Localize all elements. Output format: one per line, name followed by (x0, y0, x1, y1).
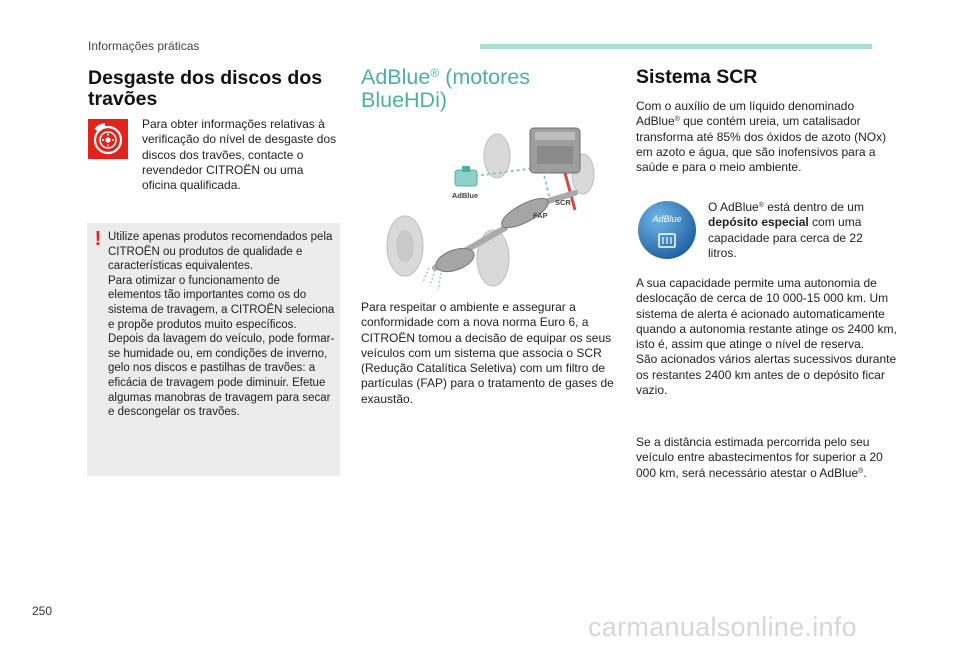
registered-mark: ® (430, 66, 440, 80)
adblue-title-main: AdBlue (361, 65, 431, 89)
diagram-label-adblue: AdBlue (451, 191, 479, 200)
warning-text (108, 230, 336, 420)
brake-disc-icon (88, 119, 128, 159)
warning-paragraph: Depois da lavagem do veículo, pode formar-se humidade ou, em condições de inverno, gelo nos discos e pastilhas de travões: a eficácia de travagem pode diminuir. Efetue algumas manobras de travagem para secar e descongelar os travões. (108, 333, 335, 419)
diagram-label-scr: SCR (555, 198, 571, 207)
header-accent-bar (480, 44, 872, 49)
adblue-title-rest: (motores BlueHDi) (361, 65, 530, 112)
page-number: 250 (32, 604, 53, 618)
adblue-description: Para respeitar o ambiente e assegurar a conformidade com a nova norma Euro 6, a CITROËN tomou a decisão de equipar os seus veículos com um sistema que associa o SCR (Redução Catalítica Seletiva) com um filtro de partículas (FAP) para o tratamento de gases de exaustão. (361, 300, 614, 406)
scr-intro-text: Com o auxílio de um líquido denominado AdBlue® que contém ureia, um catalisador transforma até 85% dos óxidos de azoto (NOx) em azoto e água, que são inofensivos para a saúde e para o meio ambiente. (636, 99, 887, 175)
autonomy-paragraph: A sua capacidade permite uma autonomia de deslocação de cerca de 10 000-15 000 km. Um sistema de alerta é acionado automaticamente quando a autonomia restante atinge os 2400 km, isto é, assim que atinge o nível de reserva. (636, 276, 897, 352)
adblue-section-title (361, 66, 611, 112)
scr-section-title: Sistema SCR (636, 66, 758, 88)
warning-paragraph: Para otimizar o funcionamento de elementos tão importantes como os do sistema de travagem, a CITROËN seleciona e propõe produtos muito específicos. (108, 274, 335, 331)
warning-paragraph: Utilize apenas produtos recomendados pela CITROËN ou produtos de qualidade e características equivalentes. (108, 231, 333, 273)
brakes-section-title: Desgaste dos discos dos travões (88, 67, 323, 110)
autonomy-paragraph: São acionados vários alertas sucessivos durante os restantes 2400 km antes de o depósito ficar vazio. (636, 352, 897, 398)
adblue-tank-icon (637, 200, 697, 260)
warning-icon: ! (94, 228, 102, 250)
tank-icon-label: AdBlue (652, 214, 682, 224)
watermark: carmanualsonline.info (588, 612, 857, 642)
autonomy-text (636, 276, 898, 398)
section-header: Informações práticas (88, 39, 200, 53)
diagram-label-fap: FAP (533, 211, 548, 220)
brakes-info-text: Para obter informações relativas à verificação do nível de desgaste dos discos dos travões, contacte o revendedor CITROËN ou uma oficina qualificada. (142, 117, 337, 193)
tank-text: O AdBlue® está dentro de um depósito especial com uma capacidade para cerca de 22 litros. (708, 200, 864, 260)
refill-text: Se a distância estimada percorrida pelo seu veículo entre abastecimentos for superior a 20 000 km, será necessário atestar o AdBlue®. (636, 435, 883, 480)
exhaust-system-diagram (375, 118, 605, 308)
